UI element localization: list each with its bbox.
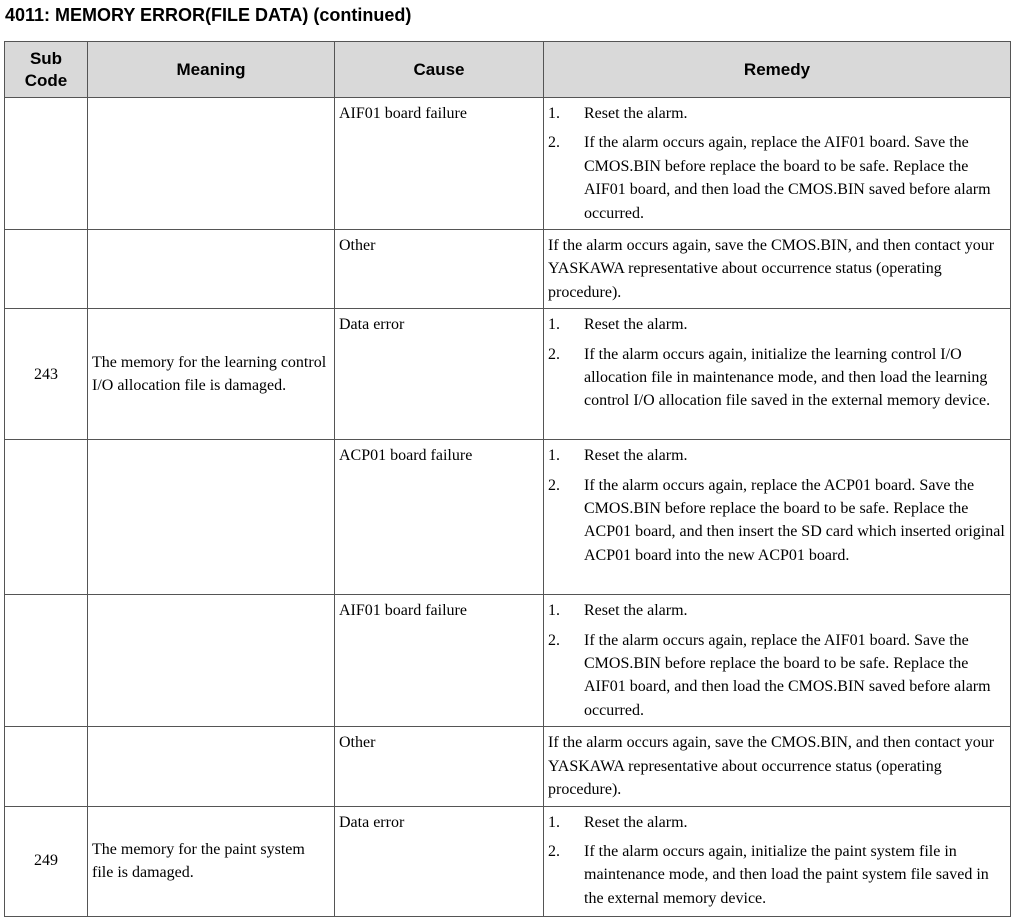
remedy-step <box>548 343 1006 413</box>
remedy-cell <box>544 440 1011 595</box>
step-text: Reset the alarm. <box>584 447 688 465</box>
remedy-text: If the alarm occurs again, save the CMOS.BIN, and then contact your YASKAWA representative about occurrence status (operating procedure). <box>548 734 995 799</box>
remedy-step <box>548 599 1006 622</box>
step-number: 2. <box>548 476 560 494</box>
step-text: Reset the alarm. <box>584 602 688 620</box>
table-row <box>5 806 1011 916</box>
header-meaning: Meaning <box>88 42 335 98</box>
step-number: 1. <box>548 105 560 122</box>
meaning-cell <box>88 98 335 230</box>
meaning-cell <box>88 595 335 727</box>
sub-code-cell <box>5 440 88 595</box>
sub-code-cell <box>5 98 88 230</box>
remedy-step <box>548 131 1006 225</box>
sub-code-cell <box>5 727 88 806</box>
cause-cell: Other <box>335 230 544 309</box>
meaning-cell <box>88 727 335 806</box>
remedy-step <box>548 102 1006 125</box>
cause-cell: ACP01 board failure <box>335 440 544 595</box>
sub-code-cell: 249 <box>5 806 88 916</box>
meaning-cell: The memory for the learning control I/O allocation file is damaged. <box>88 309 335 440</box>
table-row <box>5 230 1011 309</box>
remedy-step <box>548 444 1006 467</box>
step-text: If the alarm occurs again, initialize the learning control I/O allocation file in maintenance mode, and then load the learning control I/O allocation file saved in the external memory device. <box>584 345 991 410</box>
step-number: 1. <box>548 316 560 334</box>
remedy-step <box>548 313 1006 336</box>
sub-code-cell: 243 <box>5 309 88 440</box>
remedy-text: If the alarm occurs again, save the CMOS.BIN, and then contact your YASKAWA representative about occurrence status (operating procedure). <box>548 237 995 301</box>
remedy-step <box>548 811 1006 834</box>
cause-cell: Other <box>335 727 544 806</box>
step-text: If the alarm occurs again, replace the AIF01 board. Save the CMOS.BIN before replace the board to be safe. Replace the AIF01 board, and then load the CMOS.BIN saved before alarm occurred. <box>584 134 991 222</box>
step-text: If the alarm occurs again, replace the AIF01 board. Save the CMOS.BIN before replace the board to be safe. Replace the AIF01 board, and then load the CMOS.BIN saved before alarm occurred. <box>584 631 991 719</box>
table-row <box>5 440 1011 595</box>
header-cause: Cause <box>335 42 544 98</box>
remedy-cell <box>544 727 1011 806</box>
table-row <box>5 309 1011 440</box>
cause-cell: Data error <box>335 806 544 916</box>
step-number: 2. <box>548 842 560 860</box>
step-number: 1. <box>548 447 560 465</box>
step-number: 1. <box>548 602 560 620</box>
remedy-step <box>548 840 1006 910</box>
remedy-cell <box>544 595 1011 727</box>
cause-cell: AIF01 board failure <box>335 98 544 230</box>
meaning-cell <box>88 230 335 309</box>
header-sub-line2: Code <box>24 70 68 90</box>
table-row <box>5 98 1011 230</box>
step-number: 1. <box>548 813 560 831</box>
cause-cell: Data error <box>335 309 544 440</box>
step-number: 2. <box>548 345 560 363</box>
step-text: If the alarm occurs again, replace the ACP01 board. Save the CMOS.BIN before replace the board to be safe. Replace the ACP01 board, and then insert the SD card which inserted original ACP01 board into the new ACP01 board. <box>584 476 1005 564</box>
remedy-cell <box>544 806 1011 916</box>
page-title: 4011: MEMORY ERROR(FILE DATA) (continued) <box>5 5 412 25</box>
step-number: 2. <box>548 631 560 649</box>
header-remedy: Remedy <box>544 42 1011 98</box>
step-text: Reset the alarm. <box>584 105 688 122</box>
sub-code-cell <box>5 230 88 309</box>
header-sub-line1: Sub <box>29 48 63 68</box>
step-text: Reset the alarm. <box>584 813 688 831</box>
remedy-cell <box>544 98 1011 230</box>
header-sub-code <box>5 42 88 98</box>
meaning-cell <box>88 440 335 595</box>
remedy-cell <box>544 230 1011 309</box>
alarm-table <box>4 41 1011 917</box>
table-header-row <box>5 42 1011 98</box>
step-number: 2. <box>548 134 560 152</box>
table-row <box>5 595 1011 727</box>
table-row <box>5 727 1011 806</box>
step-text: Reset the alarm. <box>584 316 688 334</box>
cause-cell: AIF01 board failure <box>335 595 544 727</box>
meaning-cell: The memory for the paint system file is damaged. <box>88 806 335 916</box>
remedy-step <box>548 629 1006 723</box>
remedy-step <box>548 474 1006 568</box>
sub-code-cell <box>5 595 88 727</box>
step-text: If the alarm occurs again, initialize the paint system file in maintenance mode, and then load the paint system file saved in the external memory device. <box>584 842 989 907</box>
remedy-cell <box>544 309 1011 440</box>
